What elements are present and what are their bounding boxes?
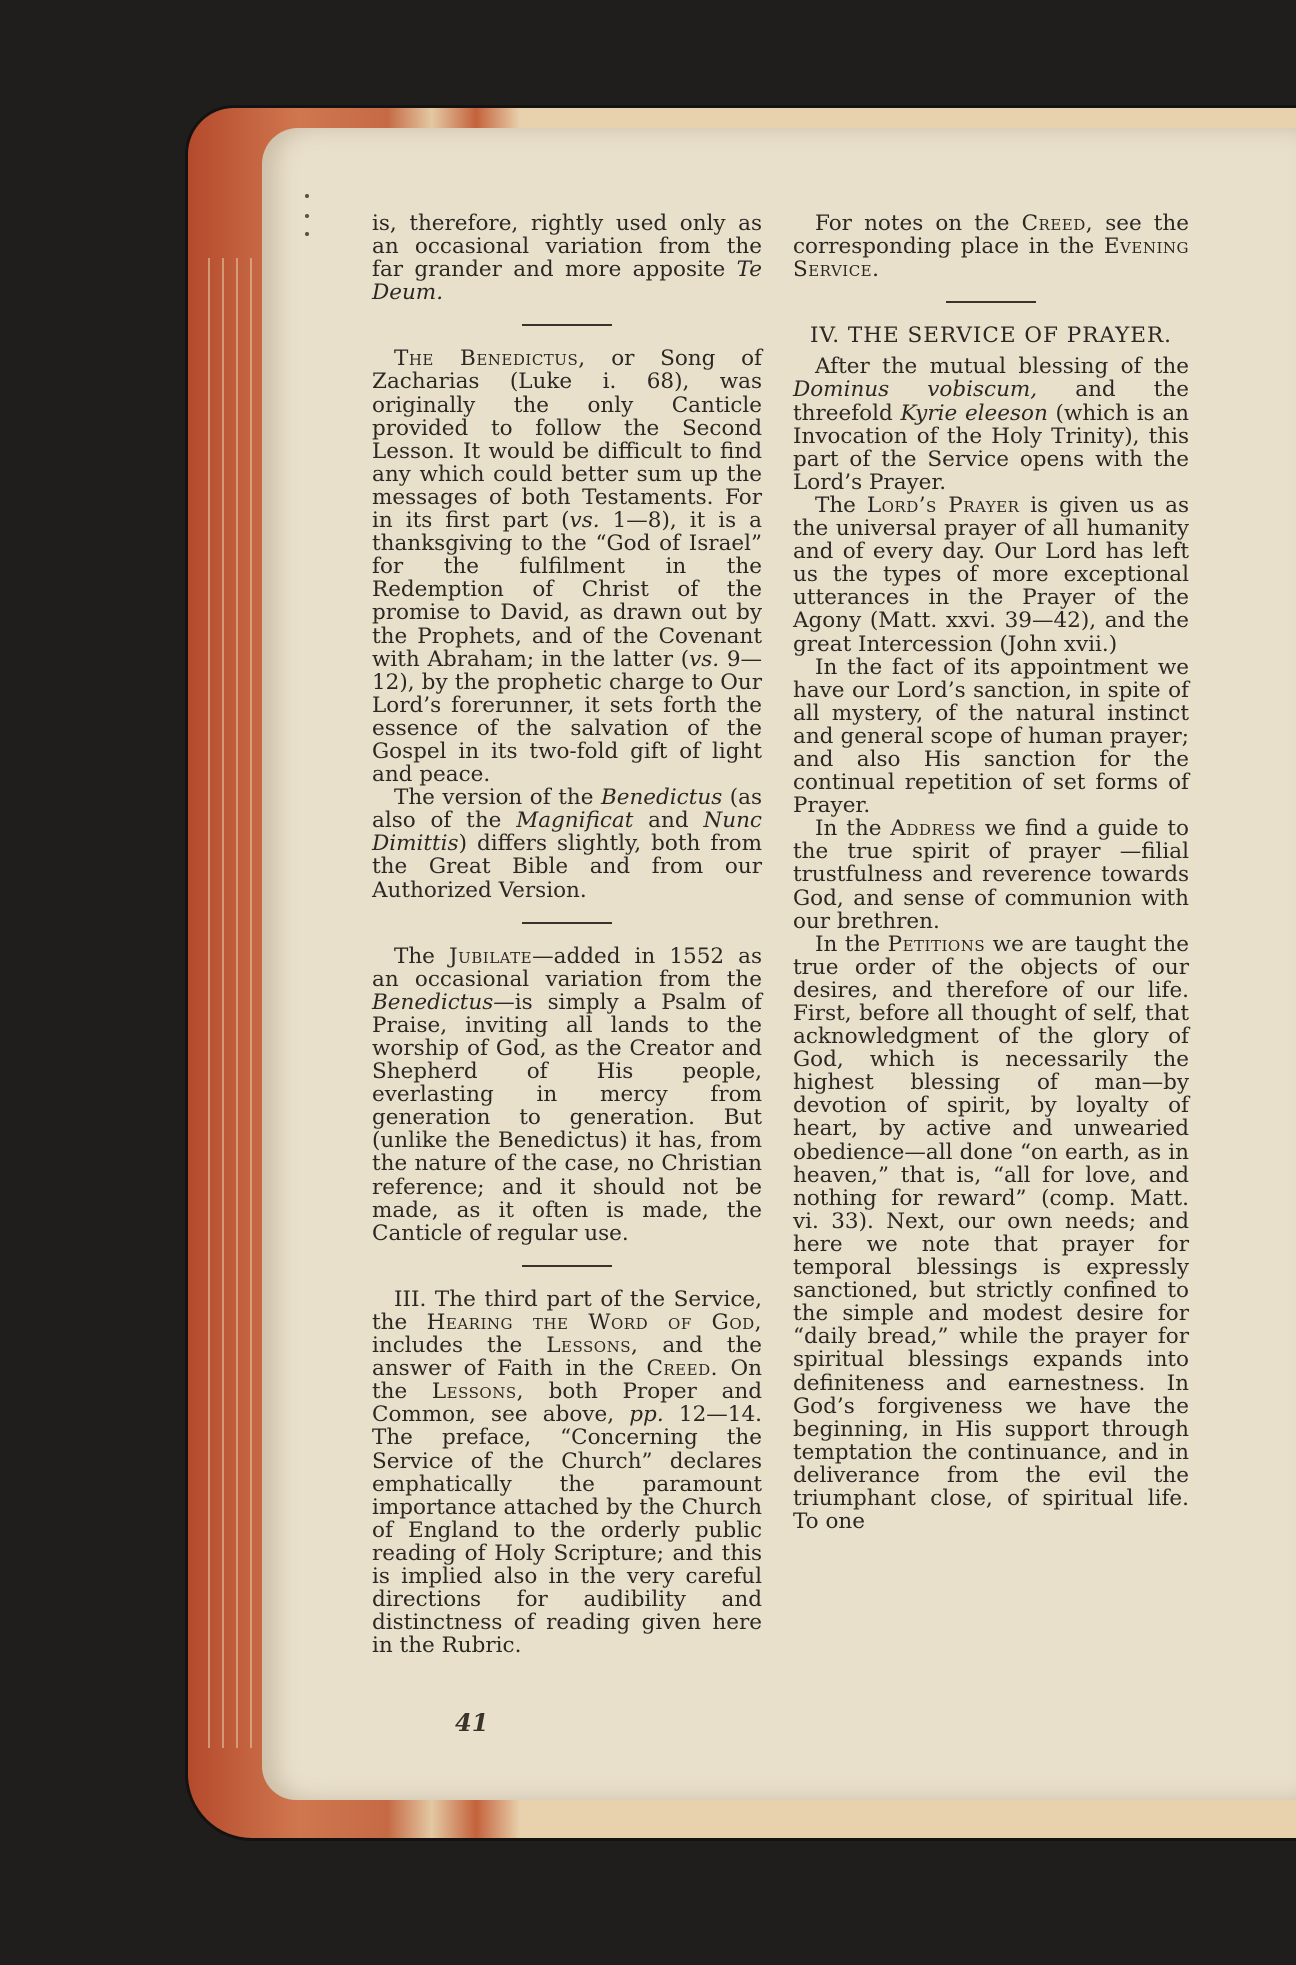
paragraph-version: The version of the Benedictus (as also of the Magnificat and Nunc Dimittis) differs slightly, both from the Great Bible and from our Authorized Version. (372, 785, 762, 903)
margin-mark (305, 214, 309, 218)
section-rule (522, 922, 612, 924)
page-edge-line (236, 258, 238, 1748)
page-edge-line (222, 258, 224, 1748)
section-heading: IV. THE SERVICE OF PRAYER. (810, 323, 1172, 349)
paragraph-jubilate: The Jubilate—added in 1552 as an occasional variation from the Benedictus—is simply a Psalm of Praise, inviting all lands to the worship of God, as the Creator and Shepherd of His people, everlasting in mercy from generation to generation. But (unlike the Benedictus) it has, from the nature of the case, no Christian reference; and it should not be made, as it often is made, the Canticle of regular use. (372, 943, 763, 1246)
margin-mark (305, 194, 309, 198)
paragraph-appointment: In the fact of its appointment we have our Lord’s sanction, in spite of all mystery, of the natural instinct and general scope of human prayer; and also His sanction for the continual repetition of set forms of Prayer. (793, 654, 1189, 819)
page-edge-line (250, 258, 252, 1748)
paragraph-mutual-blessing: After the mutual blessing of the Dominus vobiscum, and the threefold Kyrie eleeson (which is an Invocation of the Holy Trinity), this part of the Service opens with the Lord’s Prayer. (793, 354, 1190, 495)
paragraph-lords-prayer: The Lord’s Prayer is given us as the universal prayer of all humanity and of every day. Our Lord has left us the types of more exceptional utterances in the Prayer of the Agony (Matt. xxvi. 39—42), and the great Intercession (John xvii.) (793, 492, 1189, 657)
paragraph: is, therefore, rightly used only as an occasional variation from the far grander and more apposite Te Deum. (372, 211, 762, 306)
section-rule (522, 1265, 612, 1267)
right-column (793, 212, 1189, 1533)
paragraph-creed-note: For notes on the Creed, see the corresponding place in the Evening Service. (793, 211, 1189, 283)
paragraph-hearing-the-word: III. The third part of the Service, the Hearing the Word of God, includes the Lessons, and the answer of Faith in the Creed. On the Lessons, both Proper and Common, see above, pp. 12—14. The preface, “Concerning the Service of the Church” declares emphatically the paramount importance attached by the Church of England to the orderly public reading of Holy Scripture; and this is implied also in the very careful directions for audibility and distinctness of reading given here in the Rubric. (372, 1286, 763, 1659)
page-number: 41 (455, 1708, 489, 1737)
margin-mark (305, 232, 309, 236)
section-rule (946, 301, 1036, 303)
paragraph-address: In the Address we find a guide to the true spirit of prayer —filial trustfulness and reverence towards God, and sense of communion with our brethren. (793, 816, 1190, 934)
left-column (372, 212, 762, 1657)
section-rule (522, 324, 612, 326)
paragraph-benedictus: The Benedictus, or Song of Zacharias (Luke i. 68), was originally the only Canticle provided to follow the Second Lesson. It would be difficult to find any which could better sum up the messages of both Testaments. For in its first part (vs. 1—8), it is a thanksgiving to the “God of Israel” for the fulfilment in the Redemption of Christ of the promise to David, as drawn out by the Prophets, and of the Covenant with Abraham; in the latter (vs. 9—12), by the prophetic charge to Our Lord’s forerunner, it sets forth the essence of the salvation of the Gospel in its two-fold gift of light and peace. (372, 346, 762, 788)
page-edge-line (208, 258, 210, 1748)
paragraph-petitions: In the Petitions we are taught the true order of the objects of our desires, and therefore of our life. First, before all thought of self, that acknowledgment of the glory of God, which is necessarily the highest blessing of man—by devotion of spirit, by loyalty of heart, by active and unwearied obedience—all done “on earth, as in heaven,” that is, “all for love, and nothing for reward” (comp. Matt. vi. 33). Next, our own needs; and here we note that prayer for temporal blessings is expressly sanctioned, but strictly confined to the simple and modest desire for “daily bread,” while the prayer for spiritual blessings expands into definiteness and earnestness. In God’s forgiveness we have the beginning, in His support through temptation the continuance, and in deliverance from the evil the triumphant close, of spiritual life. To one (793, 931, 1189, 1535)
